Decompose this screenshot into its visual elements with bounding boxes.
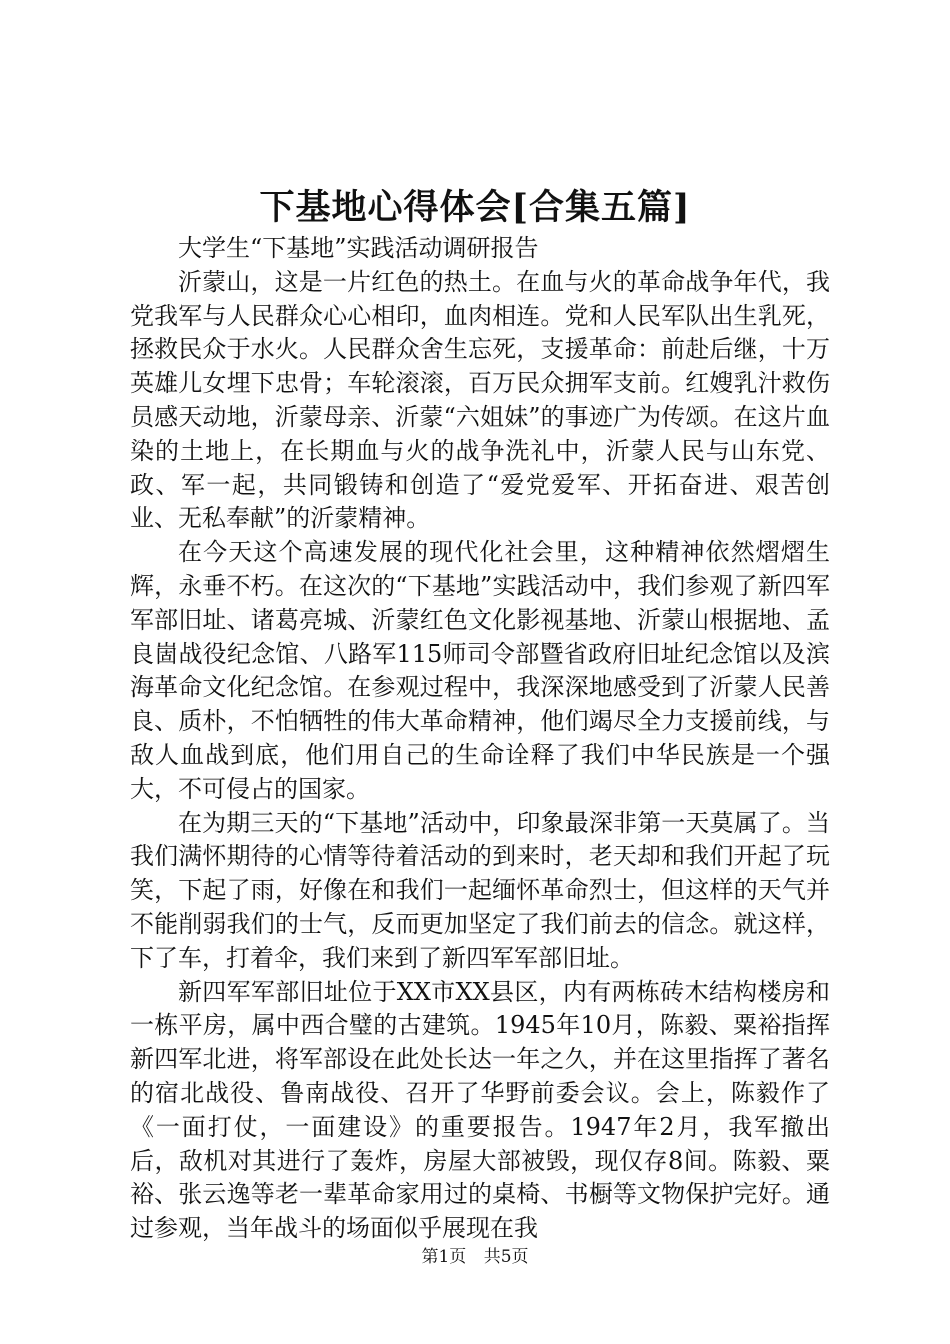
paragraph: 新四军军部旧址位于XX市XX县区，内有两栋砖木结构楼房和一栋平房，属中西合璧的古建筑。1945年10月，陈毅、粟裕指挥新四军北进，将军部设在此处长达一年之久，并在这里指挥了著名的宿北战役、鲁南战役、召开了华野前委会议。会上，陈毅作了《一面打仗，一面建设》的重要报告。1947年2月，我军撤出后，敌机对其进行了轰炸，房屋大部被毁，现仅存8间。陈毅、粟裕、张云逸等老一辈革命家用过的桌椅、书橱等文物保护完好。通过参观，当年战斗的场面似乎展现在我 — [130, 977, 830, 1243]
document-body — [130, 232, 830, 1246]
page-footer — [0, 1245, 950, 1269]
page-total: 共5页 — [483, 1247, 529, 1267]
document-title: 下基地心得体会[合集五篇] — [259, 187, 691, 228]
paragraph-subtitle: 大学生“下基地”实践活动调研报告 — [178, 234, 539, 262]
paragraph: 在今天这个高速发展的现代化社会里，这种精神依然熠熠生辉，永垂不朽。在这次的“下基地”实践活动中，我们参观了新四军军部旧址、诸葛亮城、沂蒙红色文化影视基地、沂蒙山根据地、孟良崮战役纪念馆、八路军115师司令部暨省政府旧址纪念馆以及滨海革命文化纪念馆。在参观过程中，我深深地感受到了沂蒙人民善良、质朴，不怕牺牲的伟大革命精神，他们竭尽全力支援前线，与敌人血战到底，他们用自己的生命诠释了我们中华民族是一个强大，不可侵占的国家。 — [130, 538, 830, 803]
paragraph: 在为期三天的“下基地”活动中，印象最深非第一天莫属了。当我们满怀期待的心情等待着活动的到来时，老天却和我们开起了玩笑，下起了雨，好像在和我们一起缅怀革命烈士，但这样的天气并不能削弱我们的士气，反而更加坚定了我们前去的信念。就这样，下了车，打着伞，我们来到了新四军军部旧址。 — [130, 808, 830, 972]
paragraph: 沂蒙山，这是一片红色的热土。在血与火的革命战争年代，我党我军与人民群众心心相印，血肉相连。党和人民军队出生乳死，拯救民众于水火。人民群众舍生忘死，支援革命：前赴后继，十万英雄儿女埋下忠骨；车轮滚滚，百万民众拥军支前。红嫂乳汁救伤员感天动地，沂蒙母亲、沂蒙“六姐妹”的事迹广为传颂。在这片血染的土地上，在长期血与火的战争洗礼中，沂蒙人民与山东党、政、军一起，共同锻铸和创造了“爱党爱军、开拓奋进、艰苦创业、无私奉献”的沂蒙精神。 — [130, 267, 830, 533]
page-number: 第1页 — [421, 1247, 467, 1267]
